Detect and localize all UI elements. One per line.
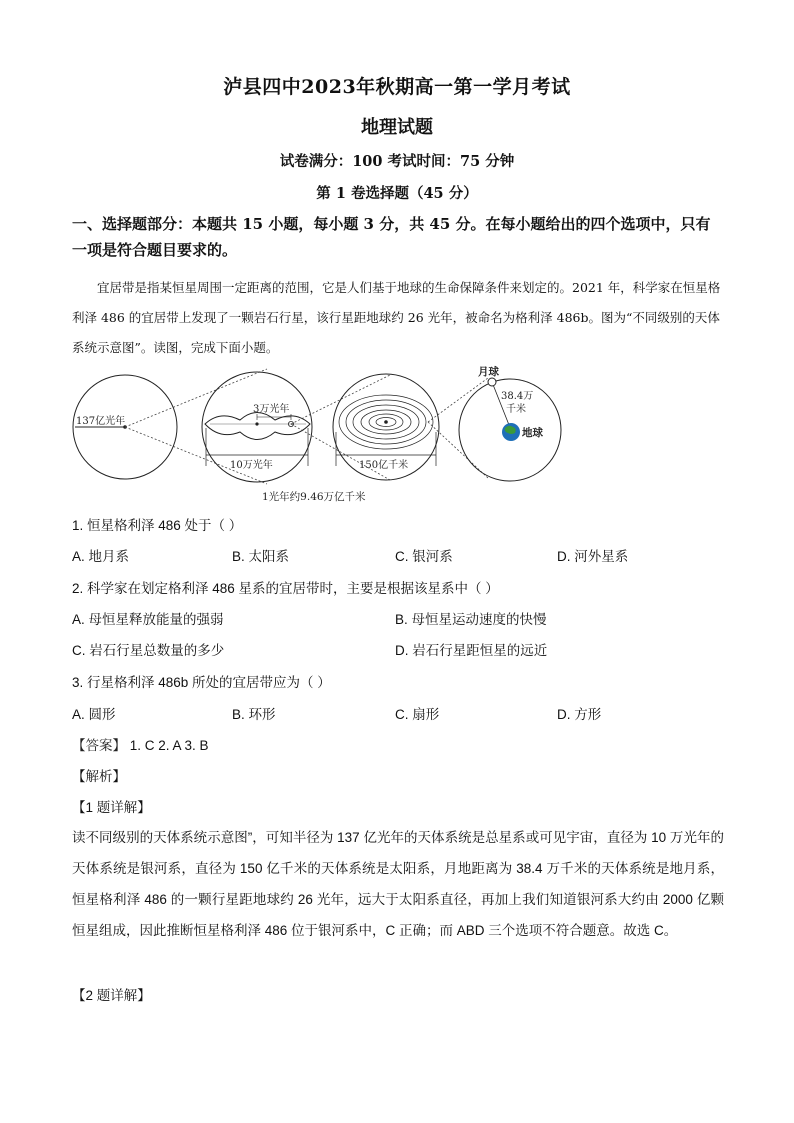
subject-title: 地理试题 <box>361 117 433 138</box>
question-1-option-d[interactable]: D. 河外星系 <box>557 549 629 564</box>
distance-label-2: 千米 <box>506 404 526 415</box>
connector-line <box>125 369 267 427</box>
diagram-caption: 1光年约9.46万亿千米 <box>262 491 366 503</box>
galaxy-radius-label: 3万光年 <box>253 404 290 415</box>
galaxy-disk <box>205 413 310 440</box>
question-1-option-c[interactable]: C. 银河系 <box>395 549 453 564</box>
sun-dot <box>384 420 388 424</box>
section-instruction: 一、选择题部分：本题共 15 小题，每小题 3 分，共 45 分。在每小题给出的四个选项中，只有一项是符合题目要求的。 <box>72 215 711 259</box>
connector-line <box>428 422 488 478</box>
analysis-heading: 【解析】 <box>72 769 126 784</box>
question-1-option-a[interactable]: A. 地月系 <box>72 549 130 564</box>
question-1-stem: 1. 恒星格利泽 486 处于（ ） <box>72 518 243 533</box>
detail-1-text: 读不同级别的天体系统示意图”，可知半径为 137 亿光年的天体系统是总星系或可见宇宙，直径为 10 万光年的天体系统是银河系，直径为 150 亿千米的天体系统是太阳系，月地距离为 38.4 万千米的天体系统是地月系，恒星格利泽 486 的一颗行星距地球约 26 光年，远大于太阳系直径，再加上我们知道银河系大约由 2000 亿颗恒星组成，因此推断恒星格利泽 486 位于银河系中，C 正确；而 ABD 三个选项不符合题意。故选 C。 <box>72 830 724 938</box>
connector-line <box>125 427 267 484</box>
celestial-systems-diagram <box>70 362 543 507</box>
connector-line <box>428 378 488 422</box>
moon <box>488 378 496 386</box>
question-3-stem: 3. 行星格利泽 486b 所处的宜居带应为（ ） <box>72 675 331 690</box>
exam-title: 泸县四中2023年秋期高一第一学月考试 <box>223 76 571 98</box>
universe-radius-label: 137亿光年 <box>76 416 126 427</box>
answer-label: 【答案】 <box>72 738 126 753</box>
question-3-option-c[interactable]: C. 扇形 <box>395 707 440 722</box>
volume-heading: 第 1 卷选择题（45 分） <box>316 185 478 202</box>
question-2-option-a[interactable]: A. 母恒星释放能量的强弱 <box>72 612 224 627</box>
exam-meta: 试卷满分：100 考试时间：75 分钟 <box>279 153 515 170</box>
solar-diameter-label: 150亿千米 <box>359 460 409 471</box>
detail-2-heading: 【2 题详解】 <box>72 988 151 1003</box>
question-2-option-d[interactable]: D. 岩石行星距恒星的远近 <box>395 643 548 658</box>
question-2-option-b[interactable]: B. 母恒星运动速度的快慢 <box>395 612 547 627</box>
galaxy-center-dot <box>255 422 258 425</box>
earth-label: 地球 <box>522 427 543 439</box>
question-1-option-b[interactable]: B. 太阳系 <box>232 549 290 564</box>
question-3-option-d[interactable]: D. 方形 <box>557 707 602 722</box>
question-2-stem: 2. 科学家在划定格利泽 486 星系的宜居带时，主要是根据该星系中（ ） <box>72 581 499 596</box>
reading-passage: 宜居带是指某恒星周围一定距离的范围，它是人们基于地球的生命保障条件来划定的。2021 年，科学家在恒星格利泽 486 的宜居带上发现了一颗岩石行星，该行星距地球约 26 光年，被命名为格利泽 486b。图为“不同级别的天体系统示意图”。读图，完成下面小题。 <box>72 280 721 355</box>
answer-values: 1. C 2. A 3. B <box>129 738 209 753</box>
question-3-option-a[interactable]: A. 圆形 <box>72 707 116 722</box>
answer-line <box>72 734 209 754</box>
detail-1-heading: 【1 题详解】 <box>72 800 151 815</box>
moon-label: 月球 <box>478 366 499 378</box>
galaxy-diameter-label: 10万光年 <box>230 460 273 471</box>
question-2-option-c[interactable]: C. 岩石行星总数量的多少 <box>72 643 225 658</box>
distance-label-1: 38.4万 <box>501 391 534 402</box>
question-3-option-b[interactable]: B. 环形 <box>232 707 276 722</box>
